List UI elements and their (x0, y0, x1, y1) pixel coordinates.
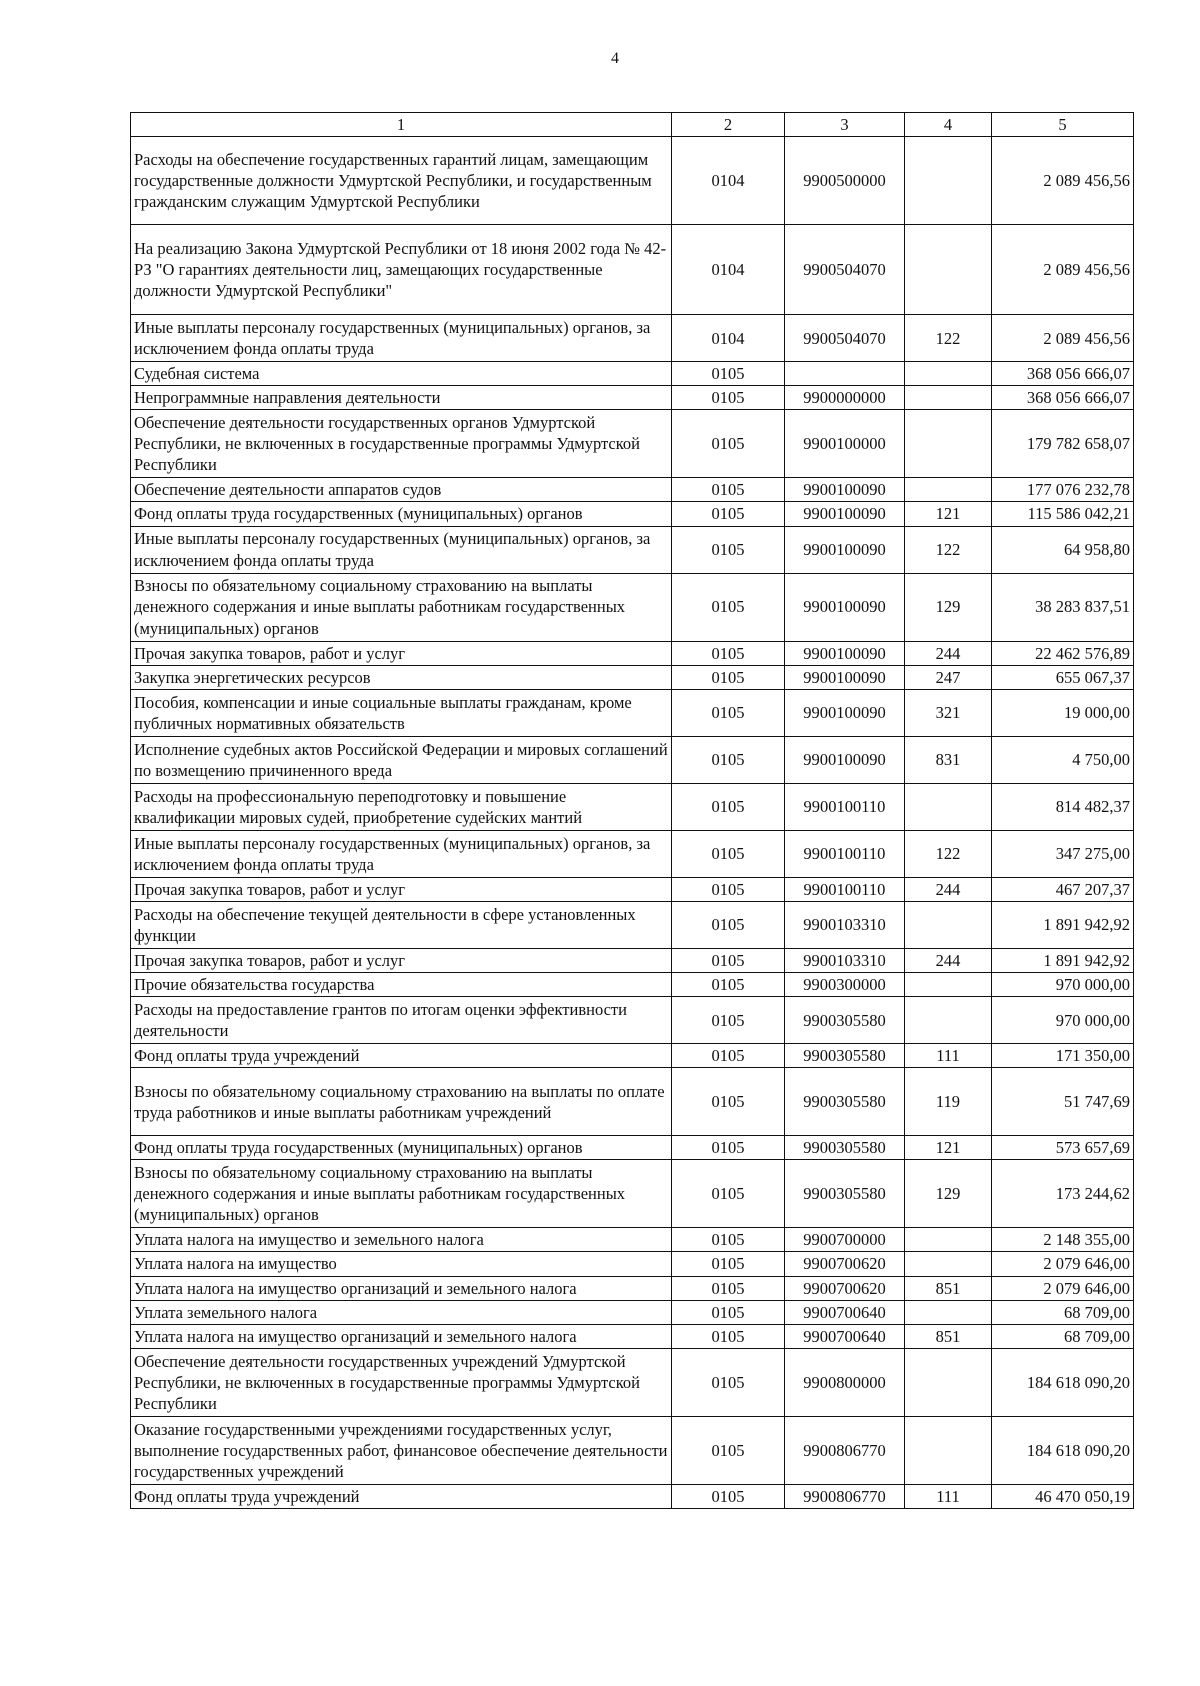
section-code-cell: 0105 (672, 1252, 785, 1276)
table-row (131, 1160, 1134, 1228)
table-row (131, 665, 1134, 689)
row-name-cell: На реализацию Закона Удмуртской Республики от 18 июня 2002 года № 42-РЗ "О гарантиях деятельности лиц, замещающих государственные должности Удмуртской Республики" (131, 225, 672, 315)
row-name-cell: Прочая закупка товаров, работ и услуг (131, 948, 672, 972)
amount-cell: 115 586 042,21 (992, 502, 1134, 526)
target-article-cell: 9900305580 (785, 997, 905, 1044)
table-row (131, 1276, 1134, 1300)
target-article-cell: 9900300000 (785, 972, 905, 996)
target-article-cell: 9900100090 (785, 736, 905, 783)
amount-cell: 1 891 942,92 (992, 948, 1134, 972)
expense-type-cell: 831 (905, 736, 992, 783)
amount-cell: 573 657,69 (992, 1136, 1134, 1160)
page-number: 4 (611, 50, 619, 67)
target-article-cell: 9900000000 (785, 386, 905, 410)
section-code-cell: 0105 (672, 665, 785, 689)
table-row (131, 1228, 1134, 1252)
section-code-cell: 0104 (672, 137, 785, 225)
target-article-cell: 9900100090 (785, 478, 905, 502)
target-article-cell: 9900700620 (785, 1252, 905, 1276)
section-code-cell: 0105 (672, 948, 785, 972)
target-article-cell: 9900504070 (785, 315, 905, 362)
section-code-cell: 0105 (672, 972, 785, 996)
header-col-3: 3 (785, 113, 905, 137)
target-article-cell: 9900100110 (785, 830, 905, 877)
section-code-cell: 0105 (672, 1276, 785, 1300)
expense-type-cell (905, 972, 992, 996)
expense-type-cell: 122 (905, 526, 992, 573)
row-name-cell: Обеспечение деятельности государственных учреждений Удмуртской Республики, не включенных в государственные программы Удмуртской Республики (131, 1348, 672, 1416)
section-code-cell: 0105 (672, 1324, 785, 1348)
row-name-cell: Взносы по обязательному социальному страхованию на выплаты по оплате труда работников и иные выплаты работникам учреждений (131, 1068, 672, 1136)
row-name-cell: Прочая закупка товаров, работ и услуг (131, 641, 672, 665)
row-name-cell: Взносы по обязательному социальному страхованию на выплаты денежного содержания и иные выплаты работникам государственных (муниципальных) органов (131, 1160, 672, 1228)
section-code-cell: 0105 (672, 1348, 785, 1416)
expense-type-cell: 244 (905, 948, 992, 972)
expense-type-cell (905, 1416, 992, 1484)
expense-type-cell (905, 225, 992, 315)
expense-type-cell: 244 (905, 641, 992, 665)
expense-type-cell: 851 (905, 1324, 992, 1348)
expense-type-cell: 121 (905, 1136, 992, 1160)
table-row (131, 410, 1134, 478)
table-row (131, 877, 1134, 901)
table-row (131, 502, 1134, 526)
table-row (131, 1252, 1134, 1276)
table-body (131, 137, 1134, 1509)
amount-cell: 68 709,00 (992, 1324, 1134, 1348)
header-col-4: 4 (905, 113, 992, 137)
table-row (131, 830, 1134, 877)
amount-cell: 368 056 666,07 (992, 386, 1134, 410)
amount-cell: 814 482,37 (992, 783, 1134, 830)
target-article-cell: 9900100090 (785, 665, 905, 689)
header-row (131, 113, 1134, 137)
row-name-cell: Уплата налога на имущество организаций и земельного налога (131, 1324, 672, 1348)
amount-cell: 2 079 646,00 (992, 1252, 1134, 1276)
row-name-cell: Фонд оплаты труда учреждений (131, 1484, 672, 1508)
row-name-cell: Закупка энергетических ресурсов (131, 665, 672, 689)
amount-cell: 46 470 050,19 (992, 1484, 1134, 1508)
amount-cell: 368 056 666,07 (992, 362, 1134, 386)
expense-type-cell: 129 (905, 573, 992, 641)
amount-cell: 177 076 232,78 (992, 478, 1134, 502)
table-row (131, 1348, 1134, 1416)
table-row (131, 689, 1134, 736)
table-row (131, 478, 1134, 502)
target-article-cell: 9900305580 (785, 1068, 905, 1136)
row-name-cell: Уплата налога на имущество организаций и земельного налога (131, 1276, 672, 1300)
table-row (131, 137, 1134, 225)
expense-type-cell: 851 (905, 1276, 992, 1300)
section-code-cell: 0105 (672, 877, 785, 901)
table-row (131, 1416, 1134, 1484)
row-name-cell: Пособия, компенсации и иные социальные выплаты гражданам, кроме публичных нормативных обязательств (131, 689, 672, 736)
row-name-cell: Обеспечение деятельности аппаратов судов (131, 478, 672, 502)
table-row (131, 315, 1134, 362)
section-code-cell: 0105 (672, 526, 785, 573)
table-row (131, 948, 1134, 972)
target-article-cell: 9900100000 (785, 410, 905, 478)
section-code-cell: 0104 (672, 315, 785, 362)
row-name-cell: Прочие обязательства государства (131, 972, 672, 996)
amount-cell: 68 709,00 (992, 1300, 1134, 1324)
target-article-cell: 9900806770 (785, 1416, 905, 1484)
amount-cell: 64 958,80 (992, 526, 1134, 573)
amount-cell: 655 067,37 (992, 665, 1134, 689)
amount-cell: 38 283 837,51 (992, 573, 1134, 641)
amount-cell: 2 079 646,00 (992, 1276, 1134, 1300)
table-row (131, 573, 1134, 641)
expense-type-cell (905, 1228, 992, 1252)
amount-cell: 1 891 942,92 (992, 901, 1134, 948)
target-article-cell: 9900100090 (785, 689, 905, 736)
row-name-cell: Фонд оплаты труда государственных (муниципальных) органов (131, 502, 672, 526)
row-name-cell: Оказание государственными учреждениями государственных услуг, выполнение государственных работ, финансовое обеспечение деятельности государственных учреждений (131, 1416, 672, 1484)
amount-cell: 467 207,37 (992, 877, 1134, 901)
expense-type-cell: 244 (905, 877, 992, 901)
section-code-cell: 0105 (672, 410, 785, 478)
table-row (131, 526, 1134, 573)
section-code-cell: 0105 (672, 502, 785, 526)
expense-type-cell (905, 1300, 992, 1324)
row-name-cell: Обеспечение деятельности государственных органов Удмуртской Республики, не включенных в государственные программы Удмуртской Республики (131, 410, 672, 478)
table-row (131, 1300, 1134, 1324)
expense-type-cell (905, 410, 992, 478)
amount-cell: 2 148 355,00 (992, 1228, 1134, 1252)
target-article-cell: 9900100090 (785, 641, 905, 665)
table-row (131, 997, 1134, 1044)
row-name-cell: Судебная система (131, 362, 672, 386)
target-article-cell (785, 362, 905, 386)
budget-table (130, 112, 1134, 1509)
row-name-cell: Взносы по обязательному социальному страхованию на выплаты денежного содержания и иные выплаты работникам государственных (муниципальных) органов (131, 573, 672, 641)
expense-type-cell (905, 362, 992, 386)
expense-type-cell: 122 (905, 830, 992, 877)
expense-type-cell: 122 (905, 315, 992, 362)
table-row (131, 1324, 1134, 1348)
row-name-cell: Уплата налога на имущество (131, 1252, 672, 1276)
amount-cell: 184 618 090,20 (992, 1416, 1134, 1484)
expense-type-cell (905, 1348, 992, 1416)
section-code-cell: 0105 (672, 830, 785, 877)
amount-cell: 970 000,00 (992, 972, 1134, 996)
expense-type-cell: 111 (905, 1484, 992, 1508)
target-article-cell: 9900103310 (785, 901, 905, 948)
expense-type-cell: 129 (905, 1160, 992, 1228)
expense-type-cell: 247 (905, 665, 992, 689)
row-name-cell: Расходы на обеспечение государственных гарантий лицам, замещающим государственные должности Удмуртской Республики, и государственным гражданским служащим Удмуртской Республики (131, 137, 672, 225)
section-code-cell: 0105 (672, 1160, 785, 1228)
amount-cell: 970 000,00 (992, 997, 1134, 1044)
target-article-cell: 9900305580 (785, 1160, 905, 1228)
section-code-cell: 0105 (672, 1068, 785, 1136)
table-row (131, 362, 1134, 386)
row-name-cell: Непрограммные направления деятельности (131, 386, 672, 410)
expense-type-cell: 119 (905, 1068, 992, 1136)
expense-type-cell (905, 386, 992, 410)
expense-type-cell: 321 (905, 689, 992, 736)
table-row (131, 783, 1134, 830)
target-article-cell: 9900100090 (785, 573, 905, 641)
row-name-cell: Расходы на профессиональную переподготовку и повышение квалификации мировых судей, приобретение судейских мантий (131, 783, 672, 830)
table-row (131, 1136, 1134, 1160)
table-row (131, 1068, 1134, 1136)
target-article-cell: 9900700640 (785, 1300, 905, 1324)
target-article-cell: 9900100090 (785, 502, 905, 526)
amount-cell: 2 089 456,56 (992, 137, 1134, 225)
target-article-cell: 9900700000 (785, 1228, 905, 1252)
amount-cell: 347 275,00 (992, 830, 1134, 877)
target-article-cell: 9900700620 (785, 1276, 905, 1300)
table-row (131, 641, 1134, 665)
section-code-cell: 0105 (672, 478, 785, 502)
section-code-cell: 0105 (672, 689, 785, 736)
section-code-cell: 0104 (672, 225, 785, 315)
amount-cell: 2 089 456,56 (992, 315, 1134, 362)
table-row (131, 1484, 1134, 1508)
expense-type-cell (905, 137, 992, 225)
section-code-cell: 0105 (672, 997, 785, 1044)
target-article-cell: 9900100110 (785, 783, 905, 830)
expense-type-cell (905, 783, 992, 830)
amount-cell: 184 618 090,20 (992, 1348, 1134, 1416)
amount-cell: 171 350,00 (992, 1044, 1134, 1068)
row-name-cell: Уплата налога на имущество и земельного налога (131, 1228, 672, 1252)
section-code-cell: 0105 (672, 1228, 785, 1252)
target-article-cell: 9900800000 (785, 1348, 905, 1416)
section-code-cell: 0105 (672, 641, 785, 665)
target-article-cell: 9900700640 (785, 1324, 905, 1348)
table-row (131, 225, 1134, 315)
amount-cell: 179 782 658,07 (992, 410, 1134, 478)
section-code-cell: 0105 (672, 1484, 785, 1508)
section-code-cell: 0105 (672, 736, 785, 783)
table-row (131, 901, 1134, 948)
section-code-cell: 0105 (672, 1300, 785, 1324)
section-code-cell: 0105 (672, 901, 785, 948)
amount-cell: 2 089 456,56 (992, 225, 1134, 315)
header-col-1: 1 (131, 113, 672, 137)
amount-cell: 173 244,62 (992, 1160, 1134, 1228)
row-name-cell: Фонд оплаты труда учреждений (131, 1044, 672, 1068)
table-row (131, 736, 1134, 783)
section-code-cell: 0105 (672, 362, 785, 386)
section-code-cell: 0105 (672, 1416, 785, 1484)
target-article-cell: 9900806770 (785, 1484, 905, 1508)
table-row (131, 386, 1134, 410)
expense-type-cell (905, 901, 992, 948)
row-name-cell: Уплата земельного налога (131, 1300, 672, 1324)
expense-type-cell: 121 (905, 502, 992, 526)
target-article-cell: 9900504070 (785, 225, 905, 315)
row-name-cell: Исполнение судебных актов Российской Федерации и мировых соглашений по возмещению причиненного вреда (131, 736, 672, 783)
section-code-cell: 0105 (672, 386, 785, 410)
target-article-cell: 9900500000 (785, 137, 905, 225)
target-article-cell: 9900100110 (785, 877, 905, 901)
expense-type-cell (905, 997, 992, 1044)
expense-type-cell (905, 1252, 992, 1276)
expense-type-cell: 111 (905, 1044, 992, 1068)
amount-cell: 22 462 576,89 (992, 641, 1134, 665)
section-code-cell: 0105 (672, 1136, 785, 1160)
amount-cell: 19 000,00 (992, 689, 1134, 736)
target-article-cell: 9900305580 (785, 1044, 905, 1068)
header-col-2: 2 (672, 113, 785, 137)
target-article-cell: 9900103310 (785, 948, 905, 972)
amount-cell: 4 750,00 (992, 736, 1134, 783)
expense-type-cell (905, 478, 992, 502)
table-row (131, 972, 1134, 996)
row-name-cell: Иные выплаты персоналу государственных (муниципальных) органов, за исключением фонда оплаты труда (131, 315, 672, 362)
row-name-cell: Фонд оплаты труда государственных (муниципальных) органов (131, 1136, 672, 1160)
section-code-cell: 0105 (672, 573, 785, 641)
amount-cell: 51 747,69 (992, 1068, 1134, 1136)
row-name-cell: Иные выплаты персоналу государственных (муниципальных) органов, за исключением фонда оплаты труда (131, 830, 672, 877)
row-name-cell: Прочая закупка товаров, работ и услуг (131, 877, 672, 901)
row-name-cell: Иные выплаты персоналу государственных (муниципальных) органов, за исключением фонда оплаты труда (131, 526, 672, 573)
header-col-5: 5 (992, 113, 1134, 137)
row-name-cell: Расходы на обеспечение текущей деятельности в сфере установленных функции (131, 901, 672, 948)
section-code-cell: 0105 (672, 1044, 785, 1068)
target-article-cell: 9900100090 (785, 526, 905, 573)
table-row (131, 1044, 1134, 1068)
target-article-cell: 9900305580 (785, 1136, 905, 1160)
row-name-cell: Расходы на предоставление грантов по итогам оценки эффективности деятельности (131, 997, 672, 1044)
section-code-cell: 0105 (672, 783, 785, 830)
